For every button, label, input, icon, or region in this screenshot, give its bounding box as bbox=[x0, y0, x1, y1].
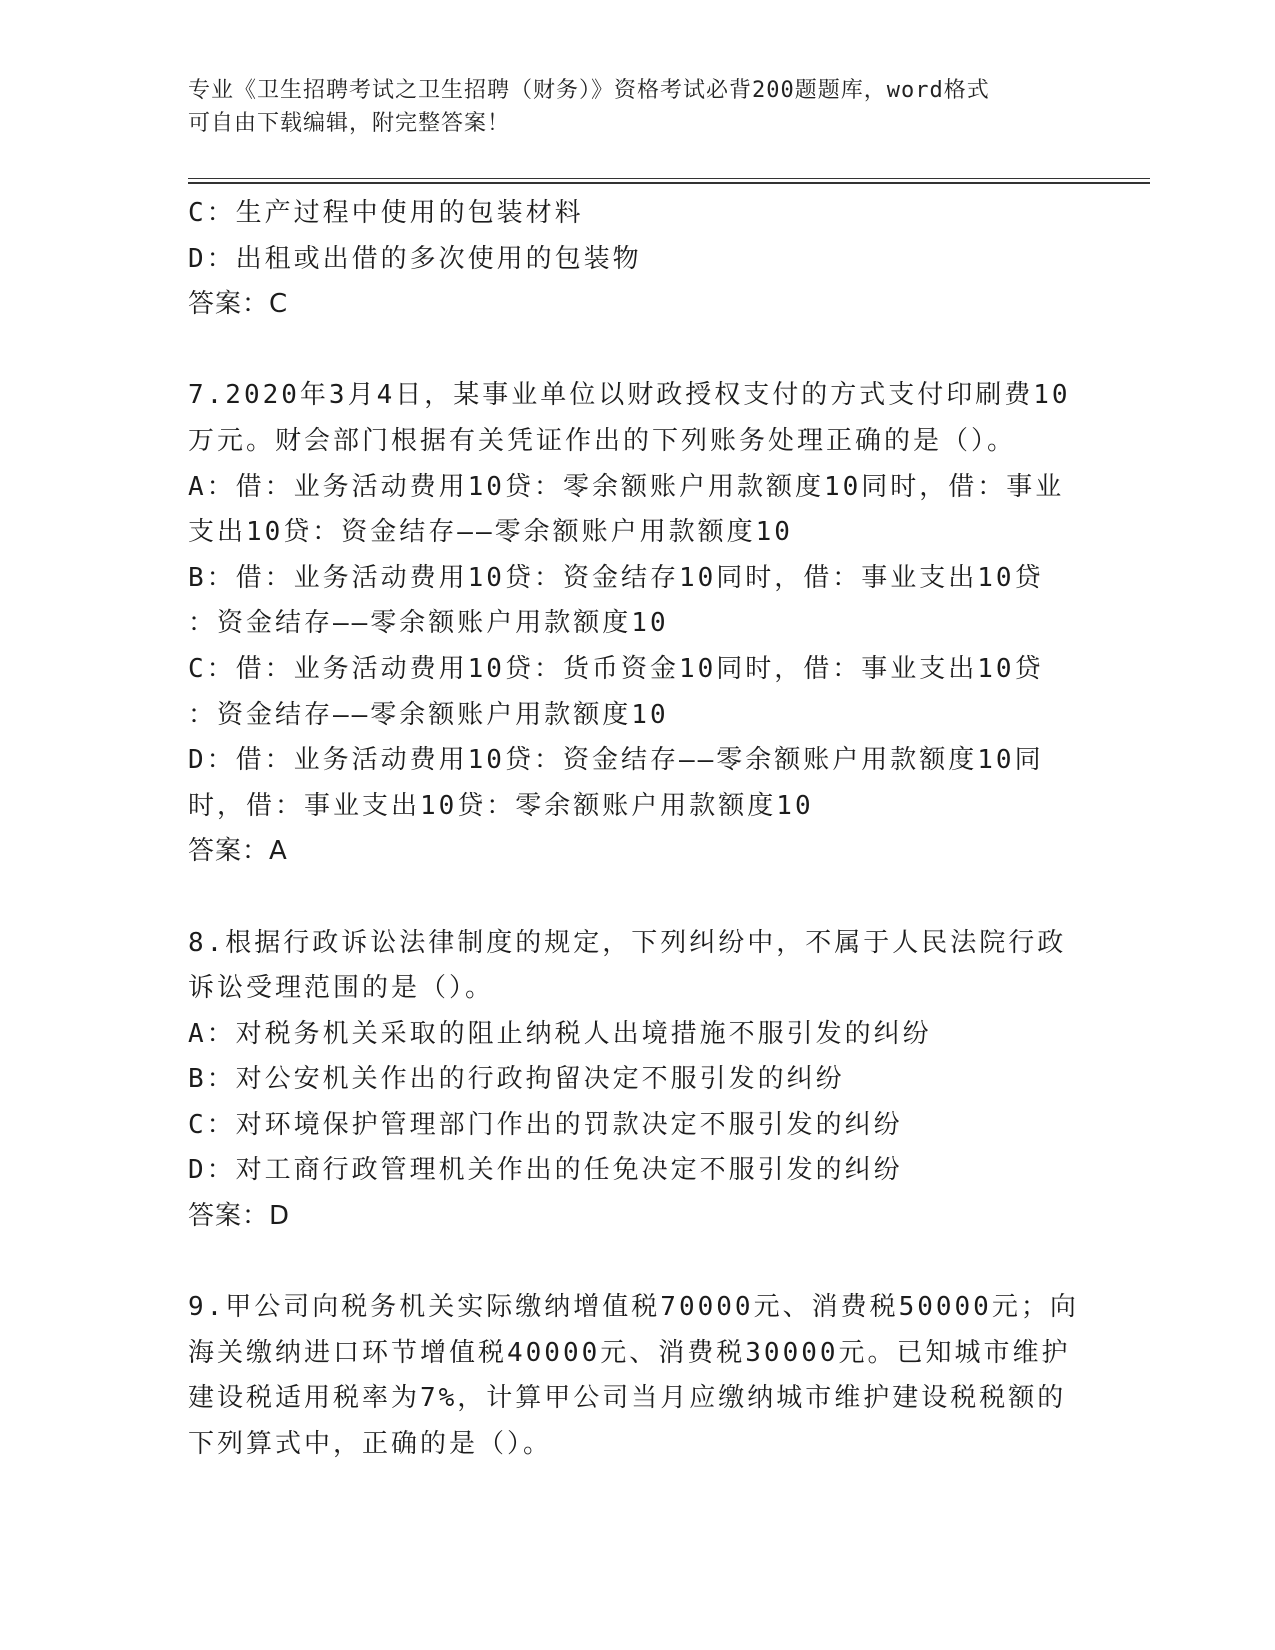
q7-option-d-line-1: D：借：业务活动费用10贷：资金结存——零余额账户用款额度10同 bbox=[188, 745, 1044, 776]
q8-answer: 答案：D bbox=[188, 1201, 291, 1232]
q6-option-c: C：生产过程中使用的包装材料 bbox=[188, 198, 584, 228]
header-divider-thick bbox=[188, 182, 1150, 184]
q7-answer: 答案：A bbox=[188, 836, 288, 867]
q9-stem-line-4: 下列算式中，正确的是（）。 bbox=[188, 1429, 553, 1460]
question-7 bbox=[188, 373, 1088, 875]
q6-answer: 答案：C bbox=[188, 289, 289, 320]
q8-option-c: C：对环境保护管理部门作出的罚款决定不服引发的纠纷 bbox=[188, 1109, 903, 1140]
q7-option-b-line-2: ：资金结存——零余额账户用款额度10 bbox=[188, 608, 669, 639]
spacer bbox=[188, 875, 1088, 921]
question-8 bbox=[188, 921, 1088, 1240]
q7-option-b-line-1: B：借：业务活动费用10贷：资金结存10同时，借：事业支出10贷 bbox=[188, 562, 1044, 593]
header-title-line-1: 专业《卫生招聘考试之卫生招聘（财务）》资格考试必背200题题库，word格式 bbox=[188, 78, 990, 103]
spacer bbox=[188, 328, 1088, 374]
question-6 bbox=[188, 191, 1088, 328]
q8-option-a: A：对税务机关采取的阻止纳税人出境措施不服引发的纠纷 bbox=[188, 1018, 932, 1049]
q7-stem-line-1: 7.2020年3月4日，某事业单位以财政授权支付的方式支付印刷费10 bbox=[188, 380, 1071, 411]
q9-stem-line-1: 9.甲公司向税务机关实际缴纳增值税70000元、消费税50000元；向 bbox=[188, 1292, 1079, 1323]
q6-option-d: D：出租或出借的多次使用的包装物 bbox=[188, 243, 642, 274]
q7-option-a-line-1: A：借：业务活动费用10贷：零余额账户用款额度10同时，借：事业 bbox=[188, 471, 1065, 502]
question-content bbox=[188, 191, 1088, 1468]
header-title-line-2: 可自由下载编辑，附完整答案！ bbox=[188, 111, 511, 136]
document-header bbox=[188, 74, 1088, 140]
q7-option-d-line-2: 时，借：事业支出10贷：零余额账户用款额度10 bbox=[188, 790, 814, 821]
q8-stem-line-1: 8.根据行政诉讼法律制度的规定，下列纠纷中，不属于人民法院行政 bbox=[188, 927, 1067, 958]
q7-option-a-line-2: 支出10贷：资金结存——零余额账户用款额度10 bbox=[188, 517, 793, 548]
question-9 bbox=[188, 1285, 1088, 1467]
q7-option-c-line-2: ：资金结存——零余额账户用款额度10 bbox=[188, 699, 669, 730]
spacer bbox=[188, 1240, 1088, 1286]
q9-stem-line-3: 建设税适用税率为7%，计算甲公司当月应缴纳城市维护建设税税额的 bbox=[188, 1383, 1067, 1414]
header-divider-thin bbox=[188, 178, 1150, 179]
q8-option-d: D：对工商行政管理机关作出的任免决定不服引发的纠纷 bbox=[188, 1155, 903, 1186]
q8-stem-line-2: 诉讼受理范围的是（）。 bbox=[188, 973, 495, 1004]
q8-option-b: B：对公安机关作出的行政拘留决定不服引发的纠纷 bbox=[188, 1064, 845, 1095]
q7-stem-line-2: 万元。财会部门根据有关凭证作出的下列账务处理正确的是（）。 bbox=[188, 425, 1017, 456]
q7-option-c-line-1: C：借：业务活动费用10贷：货币资金10同时，借：事业支出10贷 bbox=[188, 653, 1044, 684]
q9-stem-line-2: 海关缴纳进口环节增值税40000元、消费税30000元。已知城市维护 bbox=[188, 1337, 1071, 1368]
